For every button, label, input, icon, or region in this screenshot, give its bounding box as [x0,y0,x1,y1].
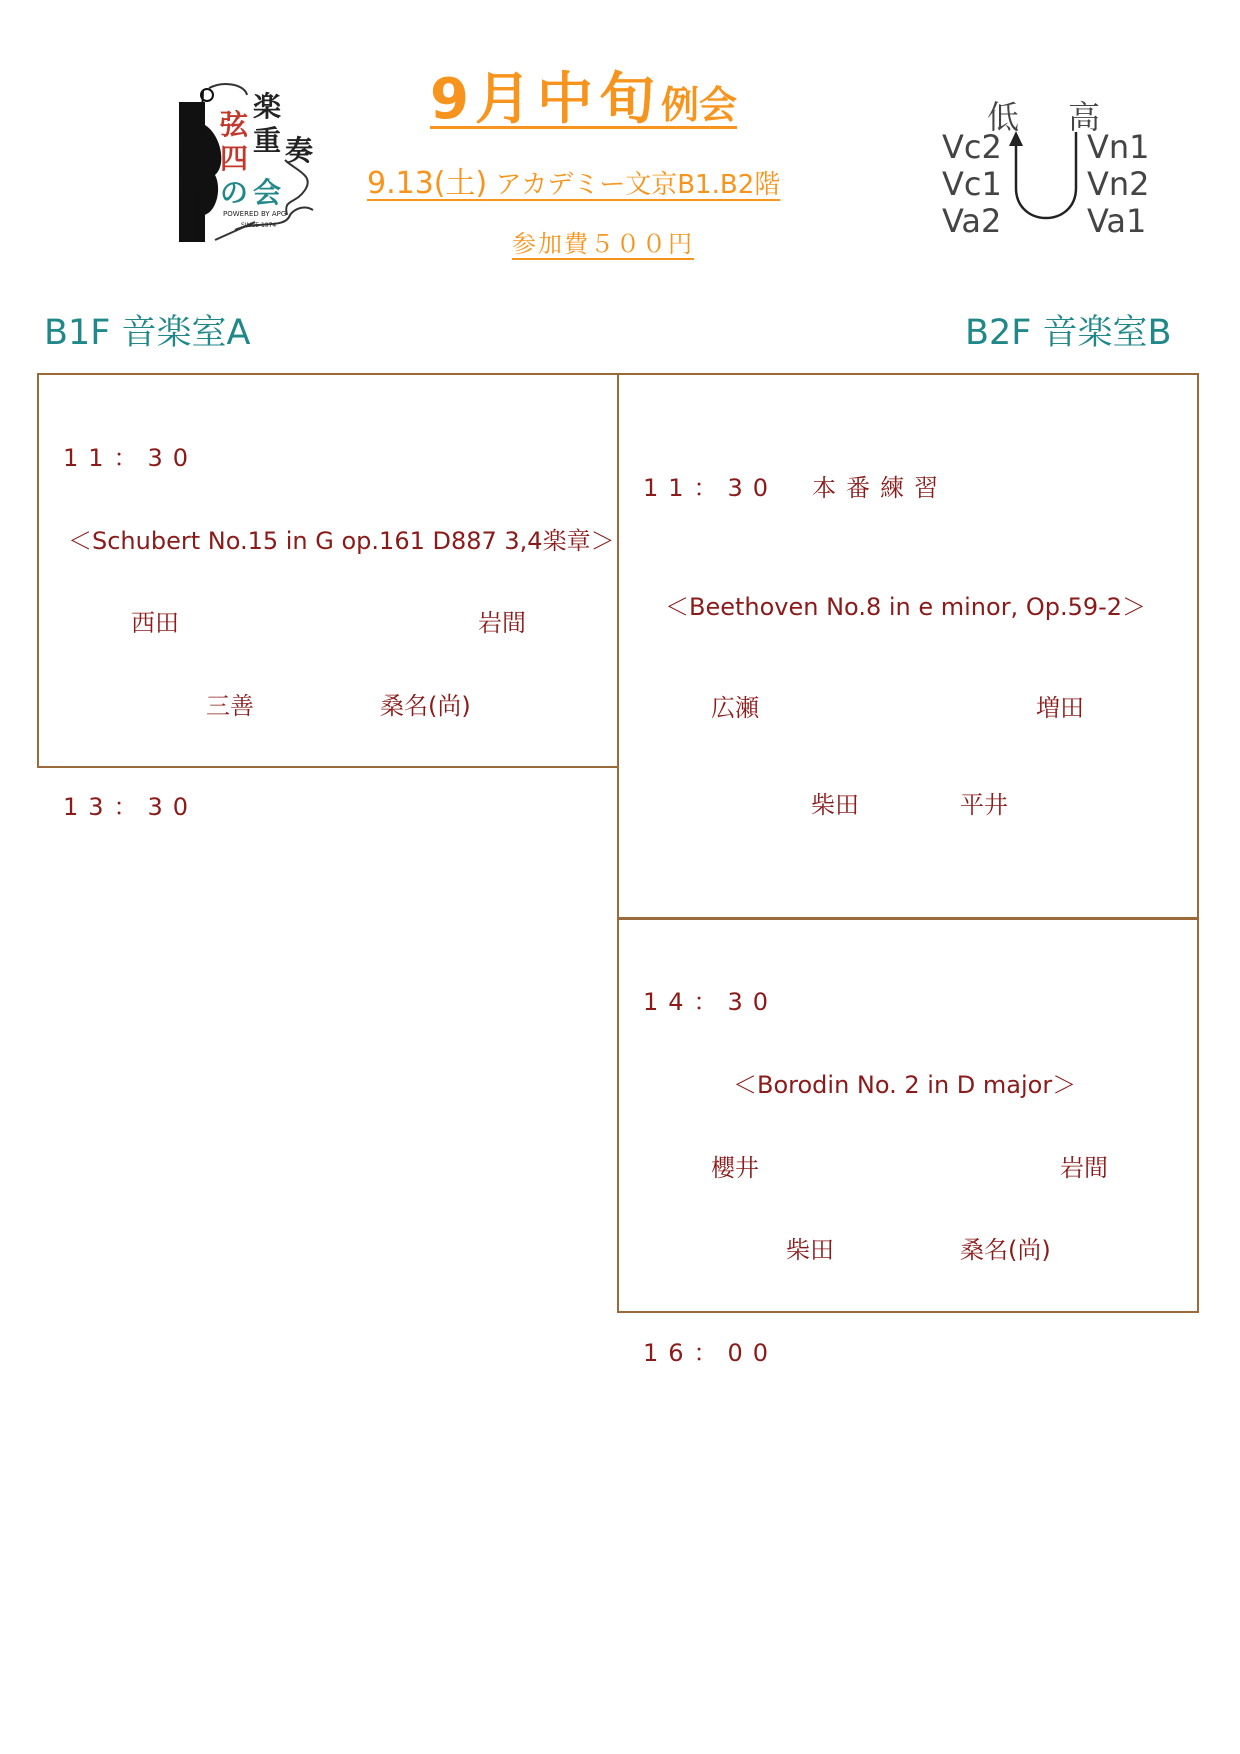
room-a-s1-player-2: 岩間 [478,609,526,637]
room-a-label: B1F 音楽室A [44,313,251,353]
legend-left-3: Va2 [942,202,1002,240]
seating-order-arrow-icon [1000,128,1090,238]
logo-char-2: 楽 [253,90,282,123]
legend-right-2: Vn2 [1087,165,1150,203]
logo-tagline: POWERED BY APG [223,210,287,218]
legend-high: 高 [1068,98,1101,136]
page-title [430,55,737,135]
logo-since: SINCE 1974 [241,222,277,229]
logo-char-7: 会 [253,176,282,209]
legend-right-1: Vn1 [1087,128,1150,166]
room-a-s1-player-1: 西田 [131,609,179,637]
event-fee: 参加費５００円 [512,230,694,258]
room-b-s1-player-1: 広瀬 [711,694,759,722]
room-a-end-time: 13：30 [63,793,199,821]
room-b-s2-piece: ＜Borodin No. 2 in D major＞ [733,1071,1077,1099]
room-b-s1-piece: ＜Beethoven No.8 in e minor, Op.59-2＞ [665,593,1147,621]
legend-right-3: Va1 [1087,202,1147,240]
room-b-end-time: 16：00 [643,1339,779,1367]
room-a-s1-player-4: 桑名(尚) [380,692,471,720]
event-date-venue [367,158,780,202]
legend-left-1: Vc2 [942,128,1002,166]
room-b-s1-player-2: 増田 [1036,694,1084,722]
room-a-s1-start: 11：30 [63,444,199,472]
room-b-s1-start: 11：30 本番練習 [643,474,949,502]
room-b-s2-player-4: 桑名(尚) [960,1236,1051,1264]
room-a-s1-player-3: 三善 [206,692,254,720]
room-a-session-1 [37,373,619,768]
room-b-s2-start: 14：30 [643,988,779,1016]
room-b-s2-player-3: 柴田 [786,1236,834,1264]
room-a-s1-piece: ＜Schubert No.15 in G op.161 D887 3,4楽章＞ [68,527,615,555]
logo-char-6: の [220,176,249,209]
event-date: 9.13(土) [367,166,488,201]
room-b-s2-player-2: 岩間 [1060,1154,1108,1182]
room-b-session-2 [617,917,1199,1313]
room-b-s1-player-4: 平井 [960,791,1008,819]
room-b-label: B2F 音楽室B [965,313,1172,353]
legend-left-2: Vc1 [942,165,1002,203]
room-b-s1-player-3: 柴田 [811,791,859,819]
event-venue: アカデミー文京B1.B2階 [495,170,781,200]
title-suffix: 例会 [660,83,737,127]
room-b-s2-player-1: 櫻井 [711,1154,759,1182]
logo-char-3: 四 [220,142,249,175]
logo-char-5: 奏 [285,134,314,167]
logo-char-1: 弦 [220,108,249,141]
logo-char-4: 重 [253,124,282,157]
room-b-session-1 [617,373,1199,919]
club-logo [175,80,325,250]
title-main: 9月中旬 [430,67,661,132]
legend-low: 低 [987,98,1020,136]
